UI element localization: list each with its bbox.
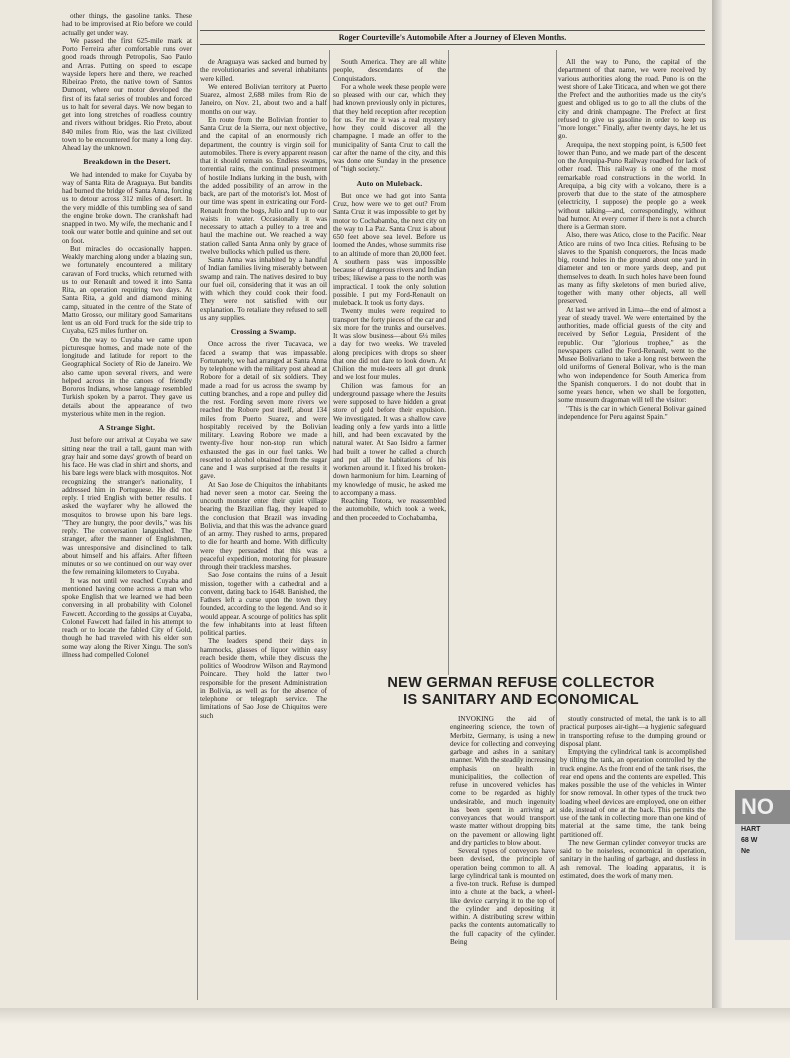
paragraph: At last we arrived in Lima—the end of almost a year of steady travel. We were entertained by the authorities, made official guests of the city and received by Señor Leguia, President of the republic. Our "glorious trophee," as the newspapers called the Ford-Renault, went to the Musee Bolivariano to take a long rest between the old uniforms of General Bolivar, who is the man who won independence for South America from the Spanish conquerors. I do not doubt that in some years hence, when we shall be forgotten, some museum dragoman will tell the visitor: <box>558 305 706 405</box>
article-column-2 <box>200 58 327 1058</box>
paragraph: For a whole week these people were so pleased with our car, which they had known previously only in pictures, that they held reception after reception for us. For me it was a real mystery how they could discover all the champagne. I made an offer to the municipality of Santa Cruz to call the car after the name of the city, and this was done one Sunday in the presence of "high society." <box>333 82 446 174</box>
article-headline <box>335 675 707 709</box>
scrap-heading: NO <box>735 790 790 824</box>
subheading: Auto on Muleback. <box>356 178 423 188</box>
headline-line-1: NEW GERMAN REFUSE COLLECTOR <box>387 675 655 691</box>
paragraph: We passed the first 625-mile mark at Porto Ferreira after comfortable runs over good roads through Petropolis, Sao Paulo and Arras. Putting on speed to escape wayside lepers here and there, we reached Ribeirao Preto, the native town of Santos Dumont, where our motor developed the first of its fatal series of troubles and forced us to halt for several days. We now began to get into long stretches of roadless country and rivers without bridges. Rio Preto, about 840 miles from Rio, was the last civilized town to be encountered for many a long day. Ahead lay the unknown. <box>62 36 192 152</box>
paragraph: On the way to Cuyaba we came upon picturesque homes, and made note of the longitude and latitude for report to the Geographical Society of Rio de Janeiro. We also came upon several rivers, and were helped across in the canoes of friendly Bororos Indians, whose language resembled Turkish spoken by a parrot. They gave us details about the appearance of two mysterious white men in the region. <box>62 335 192 418</box>
refuse-article-column-1 <box>450 715 555 1005</box>
refuse-article-column-2 <box>560 715 706 1005</box>
paragraph: Reaching Totora, we reassembled the automobile, which took a week, and then proceeded to Cochabamba, <box>333 497 446 522</box>
paragraph: Once across the river Tucavaca, we faced a swamp that was impassable. Fortunately, we had arranged at Santa Anna by telephone with the military post ahead at Robore for a detail of six soldiers. They made a road for us across the swamp by cutting branches, and a rope and pulley did the rest. Fording seven more rivers we reached the Robore post itself, about 134 miles from Puerto Suarez, and were hospitably received by the Bolivian military. Leaving Robore we made a twenty-five hour non-stop run which exhausted the gas in our fuel tanks. We resorted to alcohol obtained from the sugar cane and I was surprised at the results it gave. <box>200 340 327 481</box>
scrap-text: Ne <box>741 848 750 855</box>
column-rule <box>197 20 198 1000</box>
paragraph: It was not until we reached Cuyaba and mentioned having come across a man who spoke English that we learned we had been conversing in all probability with Colonel Fawcett. According to the gossips at Cuyaba, Colonel Fawcett had failed in his attempt to reach or to locate the fabled City of Gold, though he had traveled with his elder son some way along the River Xingu. The son's illness had compelled Colonel <box>62 576 192 659</box>
paragraph: Twenty mules were required to transport the forty pieces of the car and six more for the trunks and ourselves. It was slow business—about 6¼ miles a day for two weeks. We traveled along precipices with drops so sheer that one did not dare to look down. At Chilion the mule-teers all got drunk and we lost four mules. <box>333 307 446 382</box>
column-rule <box>556 50 557 1000</box>
subheading: Crossing a Swamp. <box>230 327 297 336</box>
subheading: Breakdown in the Desert. <box>83 157 171 167</box>
paragraph: We entered Bolivian territory at Puerto Suarez, almost 2,688 miles from Rio de Janeiro, on Nov. 21, about two and a half months on our way. <box>200 82 327 116</box>
paragraph: Santa Anna was inhabited by a handful of Indian families living miserably between swamp and rain. The natives desired to buy our fuel oil, considering that it was an oil with which they could cook their food. They were not satisfied with our explanation. To retaliate they refused to sell us any supplies. <box>200 256 327 322</box>
subheading: A Strange Sight. <box>98 423 156 432</box>
paragraph: Also, there was Atico, close to the Pacific. Near Atico are ruins of two Inca cities. Refusing to be slaves to the Spanish conquerors, the Incas made big, round holes in the ground about one yard in diameter and ten or more yards deep, and put themselves to death. In such holes have been found as many as fifty skeletons of men buried alive, together with many other objects, all well preserved. <box>558 231 706 306</box>
paragraph: Chilion was famous for an underground passage where the Jesuits were supposed to have hidden a great store of gold before their expulsion. We investigated. It was a shallow cave leading only a few yards into a little hill, and had been excavated by the natural water. At Sao Isidro a farmer had built a tower he called a church and put all the habitations of his workmen around it. I fixed his broken-down harmonium for him. Learning of my knowledge of music, he asked me to accompany a mass. <box>333 381 446 497</box>
paragraph: All the way to Puno, the capital of the department of that name, we were received by various authorities along the road. Puno is on the west shore of Lake Titicaca, and when we got there the Prefect and the authorities made us the city's guest and obliged us to go to all the clubs of the city and drink champagne. The Prefect at first refused to give us gasoline in order to keep us "more longer." Finally, after twenty days, he let us go. <box>558 58 706 141</box>
column-rule <box>329 50 330 675</box>
paragraph: But miracles do occasionally happen. Weakly marching along under a blazing sun, we fortunately encountered a military caravan of Ford trucks, which returned with us to our Renault and towed it into Santa Rita, an operation requiring two days. At Santa Rita, a gold and diamond mining camp, situated in the centre of the State of Matto Grosso, our military good Samaritans lent us an old Ford truck for the side trip to Cuyaba, 625 miles further on. <box>62 244 192 336</box>
page-edge-shadow <box>712 0 722 1024</box>
column-rule <box>448 50 449 675</box>
article-column-3 <box>333 58 446 670</box>
paragraph: de Araguaya was sacked and burned by the revolutionaries and several inhabitants were killed. <box>200 58 327 83</box>
paragraph: South America. They are all white people, descendants of the Conquistadors. <box>333 58 446 83</box>
photo-caption-header: Roger Courteville's Automobile After a Journey of Eleven Months. <box>200 30 705 45</box>
paragraph: But once we had got into Santa Cruz, how were we to get out? From Santa Cruz it was impossible to get by motor to Cochabamba, the next city on the way to La Paz. Santa Cruz is about 650 feet above sea level. Before us loomed the Andes, whose summits rise to an altitude of more than 20,000 feet. A southern pass was impossible because of dangerous rivers and Indian tribes; likewise a pass to the north was impractical. I took the only solution possible. I put my Ford-Renault on muleback. It took us forty days. <box>333 191 446 307</box>
paragraph: INVOKING the aid of engineering science, the town of Merbitz, Germany, is using a new device for collecting and conveying garbage and ashes in a sanitary manner. With the steadily increasing emphasis on health in municipalities, the collection of refuse in uncovered vehicles has come to be regarded as highly undesirable, and much ingenuity has been spent in arriving at conveyances that would transport waste matter without dropping bits on the pavement or allowing light and dry particles to blow about. <box>450 715 555 847</box>
paragraph: The new German cylinder conveyor trucks are said to be noiseless, economical in operation, sanitary in the hauling of garbage, and dustless in ash removal. The loading apparatus, it is estimated, does the work of many men. <box>560 838 706 880</box>
paragraph: Sao Jose contains the ruins of a Jesuit mission, together with a cathedral and a convent, dating back to 1648. Banished, the Fathers left a curse upon the town they founded, according to the legend. And so it would appear. A scourge of politics has split the few inhabitants into at least fifteen political parties. <box>200 571 327 637</box>
scrap-text: HART <box>741 826 761 833</box>
paragraph: other things, the gasoline tanks. These had to be improvised at Rio before we could actually get under way. <box>62 12 192 37</box>
paragraph: En route from the Bolivian frontier to Santa Cruz de la Sierra, our next objective, and the capital of an enormously rich department, the country is virgin soil for automobiles. There is every apparent reason that it should remain so. Endless swamps, torrential rains, the continual presentment of hostile Indians lurking in the bush, with the added possibility of an arrow in the back, are part of the motorist's lot. Most of our time was spent in extricating our Ford-Renault from the bogs, Julio and I up to our waists in water. Occasionally it was necessary to attach a pulley to a tree and haul the machine out. We reached a way station called Santa Anna only by grace of twelve bullocks which pulled us there. <box>200 115 327 256</box>
headline-line-2: IS SANITARY AND ECONOMICAL <box>403 692 639 708</box>
page-bottom-shadow <box>0 1008 790 1024</box>
adjacent-page-scrap <box>735 790 790 940</box>
article-column-4 <box>558 58 706 670</box>
paragraph: We had intended to make for Cuyaba by way of Santa Rita de Araguaya. But bandits had burned the bridge of Santa Anna, forcing us to detour across 312 miles of desert. In the very middle of this tumbling sea of sand the engine broke down. The crankshaft had snapped in two. My wife, the mechanic and I took our water bottle and quinine and set out on foot. <box>62 170 192 245</box>
paragraph: Arequipa, the next stopping point, is 6,500 feet lower than Puno, and we made part of the descent on the Arequipa-Puno Railway roadbed for lack of other road. This railway is one of the most remarkable road constructions in the world. In Arequipa, a big city with a volcano, there is a proverb that due to the state of the atmosphere (electricity, I suppose) the people go a week without talking—and, correspondingly, without bad humor. At every corner if there is not a church there is a German store. <box>558 140 706 231</box>
paragraph: Several types of conveyors have been devised, the principle of operation being common to all. A large cylindrical tank is mounted on a five-ton truck. Refuse is dumped into a chute at the back, a wheel-like device carrying it to the top of the cylinder and depositing it within. A distributing screw within packs the contents automatically to the full capacity of the cylinder. Being <box>450 847 555 946</box>
paragraph: The leaders spend their days in hammocks, glasses of liquor within easy reach beside them, while they discuss the politics of Woodrow Wilson and Raymond Poincare. They hold the latter two responsible for the present Administration in Bolivia, as well as for the absence of telephone or telegraph service. The limitations of Sao Jose de Chiquitos were such <box>200 637 327 720</box>
paragraph: Just before our arrival at Cuyaba we saw sitting near the trail a tall, gaunt man with gray hair and some days' growth of beard on his face. He was clad in shirt and shorts, and his bare legs were black with mosquitos. Not recognizing the stranger's nationality, I addressed him in Portuguese. He did not reply. I tried English with better results. I asked the wayfarer why he allowed the mosquitos to browse upon his bare legs. "They are hungry, the poor devils," was his reply. The conversation languished. The stranger, after the manner of Englishmen, was unresponsive and disinclined to talk about himself and his affairs. After fifteen minutes or so we continued on our way over the few remaining kilometers to Cuyaba. <box>62 436 192 577</box>
article-column-1 <box>62 12 192 1012</box>
paragraph: Emptying the cylindrical tank is accomplished by tilting the tank, an operation controlled by the truck engine. As the front end of the tank rises, the rear end opens and the contents are expelled. This makes possible the use of the vehicles in Winter for snow removal. In other types of the truck two loading wheel devices are employed, one on either side, instead of one at the back. This permits the use of the tank in collecting more than one kind of material at the same time, the tank being partitioned off. <box>560 748 706 839</box>
paragraph: stoutly constructed of metal, the tank is to all practical purposes air-tight—a hygienic safeguard in transporting refuse to the dumping ground or disposal plant. <box>560 715 706 748</box>
paragraph: "This is the car in which General Bolivar gained independence for Peru against Spain." <box>558 404 706 421</box>
scrap-text: 68 W <box>741 837 758 844</box>
paragraph: At Sao Jose de Chiquitos the inhabitants had never seen a motor car. Seeing the uncouth monster enter their quiet village bearing the Brazilian flag, they leaped to the conclusion that Brazil was invading Bolivia, and that this was the advance guard of an army. They rushed to arms, prepared to die for hearth and home. With difficulty were they persuaded that this was a peaceful expedition, motoring for pleasure through their trackless marshes. <box>200 480 327 571</box>
